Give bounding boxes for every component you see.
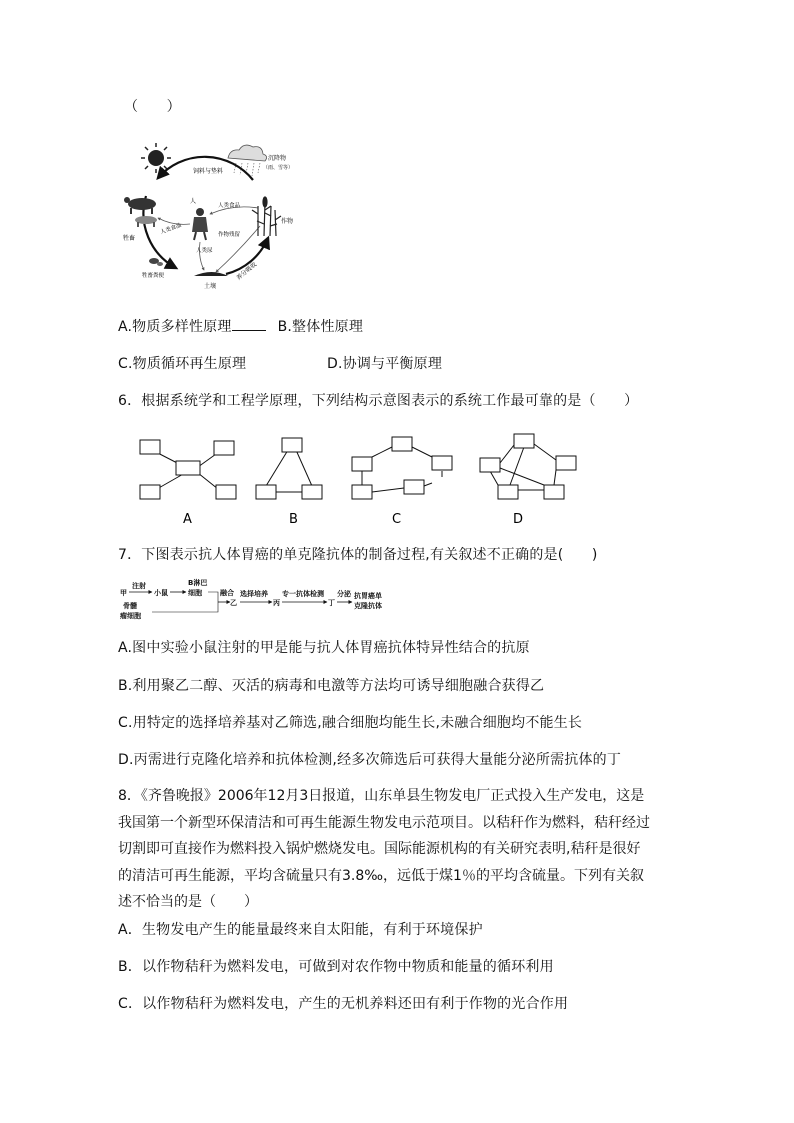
q6-structure-diagrams	[130, 430, 590, 530]
cow-icon	[124, 197, 157, 227]
q8-stem-line: 的清洁可再生能源，平均含硫量只有3.8‰，远低于煤1％的平均含硫量。下列有关叙	[118, 867, 644, 884]
q8-option-a[interactable]: A．生物发电产生的能量最终来自太阳能，有利于环境保护	[118, 922, 483, 938]
label-soil: 土壤	[204, 283, 217, 290]
flow-fusion: 融合	[220, 589, 234, 597]
sun-icon	[141, 143, 171, 173]
flow-antibody-test: 专一抗体检测	[282, 590, 324, 598]
flow-select-culture: 选择培养	[240, 590, 268, 598]
q8-stem-line: 我国第一个新型环保清洁和可再生能源生物发电示范项目。以秸秆作为燃料，秸秆经过	[118, 814, 650, 831]
rain-cloud-icon	[228, 145, 267, 176]
flow-myeloma-1: 骨髓	[123, 602, 137, 610]
label-livestock: 牲畜	[123, 235, 136, 242]
label-c: C	[392, 512, 402, 527]
label-human-food-left: 人类食品	[159, 222, 183, 236]
flow-product-2: 克隆抗体	[354, 602, 382, 610]
label-feed: 饲料与垫料	[193, 168, 224, 175]
structure-b[interactable]	[256, 438, 322, 499]
q8-stem-line: 切割即可直接作为燃料投入锅炉燃烧发电。国际能源机构的有关研究表明,秸秆是很好	[118, 841, 641, 857]
answer-paren: （ ）	[124, 99, 181, 115]
answer-blank	[232, 318, 266, 331]
structure-c[interactable]	[352, 437, 452, 499]
q8-option-c[interactable]: C．以作物秸秆为燃料发电，产生的无机养料还田有利于作物的光合作用	[118, 996, 569, 1012]
q7-stem: 7．下图表示抗人体胃癌的单克隆抗体的制备过程,有关叙述不正确的是( )	[118, 547, 598, 563]
flow-b-cell-2: 细胞	[188, 589, 202, 597]
q7-option-d[interactable]: D.丙需进行克隆化培养和抗体检测,经多次筛选后可获得大量能分泌所需抗体的丁	[118, 752, 622, 768]
q5-option-c[interactable]: C.物质循环再生原理	[118, 356, 247, 372]
structure-d[interactable]	[480, 434, 576, 499]
q8-stem-line: 8．《齐鲁晚报》2006年12月3日报道，山东单县生物发电厂正式投入生产发电，这是	[118, 788, 645, 804]
flow-mouse: 小鼠	[154, 589, 168, 597]
flow-myeloma-2: 瘤细胞	[120, 612, 141, 620]
q8-stem-line: 述不恰当的是（ ）	[118, 894, 258, 910]
q6-stem: 6．根据系统学和工程学原理，下列结构示意图表示的系统工作最可靠的是（ ）	[118, 393, 639, 409]
label-human-food-right: 人类食品	[218, 203, 241, 209]
q5-option-d[interactable]: D.协调与平衡原理	[327, 356, 443, 372]
structure-a[interactable]	[140, 440, 236, 499]
q7-option-c[interactable]: C.用特定的选择培养基对乙筛选,融合细胞均能生长,未融合细胞均不能生长	[118, 715, 583, 731]
q7-option-b[interactable]: B.利用聚乙二醇、灭活的病毒和电激等方法均可诱导细胞融合获得乙	[118, 678, 545, 694]
q8-option-b[interactable]: B．以作物秸秆为燃料发电，可做到对农作物中物质和能量的循环利用	[118, 959, 554, 975]
flow-inject: 注射	[132, 582, 146, 590]
label-crops: 作物	[281, 218, 294, 225]
flow-b-cell-1: B淋巴	[188, 579, 208, 587]
manure-icon	[149, 258, 163, 266]
cycle-diagram	[118, 140, 308, 298]
flow-bing: 丙	[273, 599, 280, 607]
flow-yi: 乙	[230, 599, 237, 607]
q7-flow-diagram	[120, 576, 400, 624]
label-manure: 牲畜粪便	[142, 273, 165, 279]
q7-option-a[interactable]: A.图中实验小鼠注射的甲是能与抗人体胃癌抗体特异性结合的抗原	[118, 640, 530, 656]
label-nutrients: 养分吸收	[235, 260, 259, 282]
label-crop-residue: 作物残留	[218, 232, 241, 238]
label-rain: 沉降物	[268, 155, 287, 162]
label-a: A	[183, 512, 192, 527]
flow-jia: 甲	[120, 589, 127, 597]
flow-ding: 丁	[328, 599, 335, 607]
q5-option-b[interactable]: B.整体性原理	[277, 319, 364, 335]
label-human-waste: 人类尿	[196, 248, 213, 254]
label-human: 人	[190, 198, 197, 205]
label-b: B	[289, 512, 298, 527]
label-d: D	[513, 512, 524, 527]
human-icon	[192, 208, 208, 240]
soil-icon	[194, 272, 228, 276]
flow-product-1: 抗胃癌单	[354, 592, 382, 600]
q5-option-a[interactable]: A.物质多样性原理 B.整体性原理	[118, 319, 364, 335]
label-rain-sub: （雨、雪等）	[263, 165, 294, 171]
flow-secrete: 分泌	[337, 590, 351, 598]
q8-stem	[118, 783, 678, 916]
